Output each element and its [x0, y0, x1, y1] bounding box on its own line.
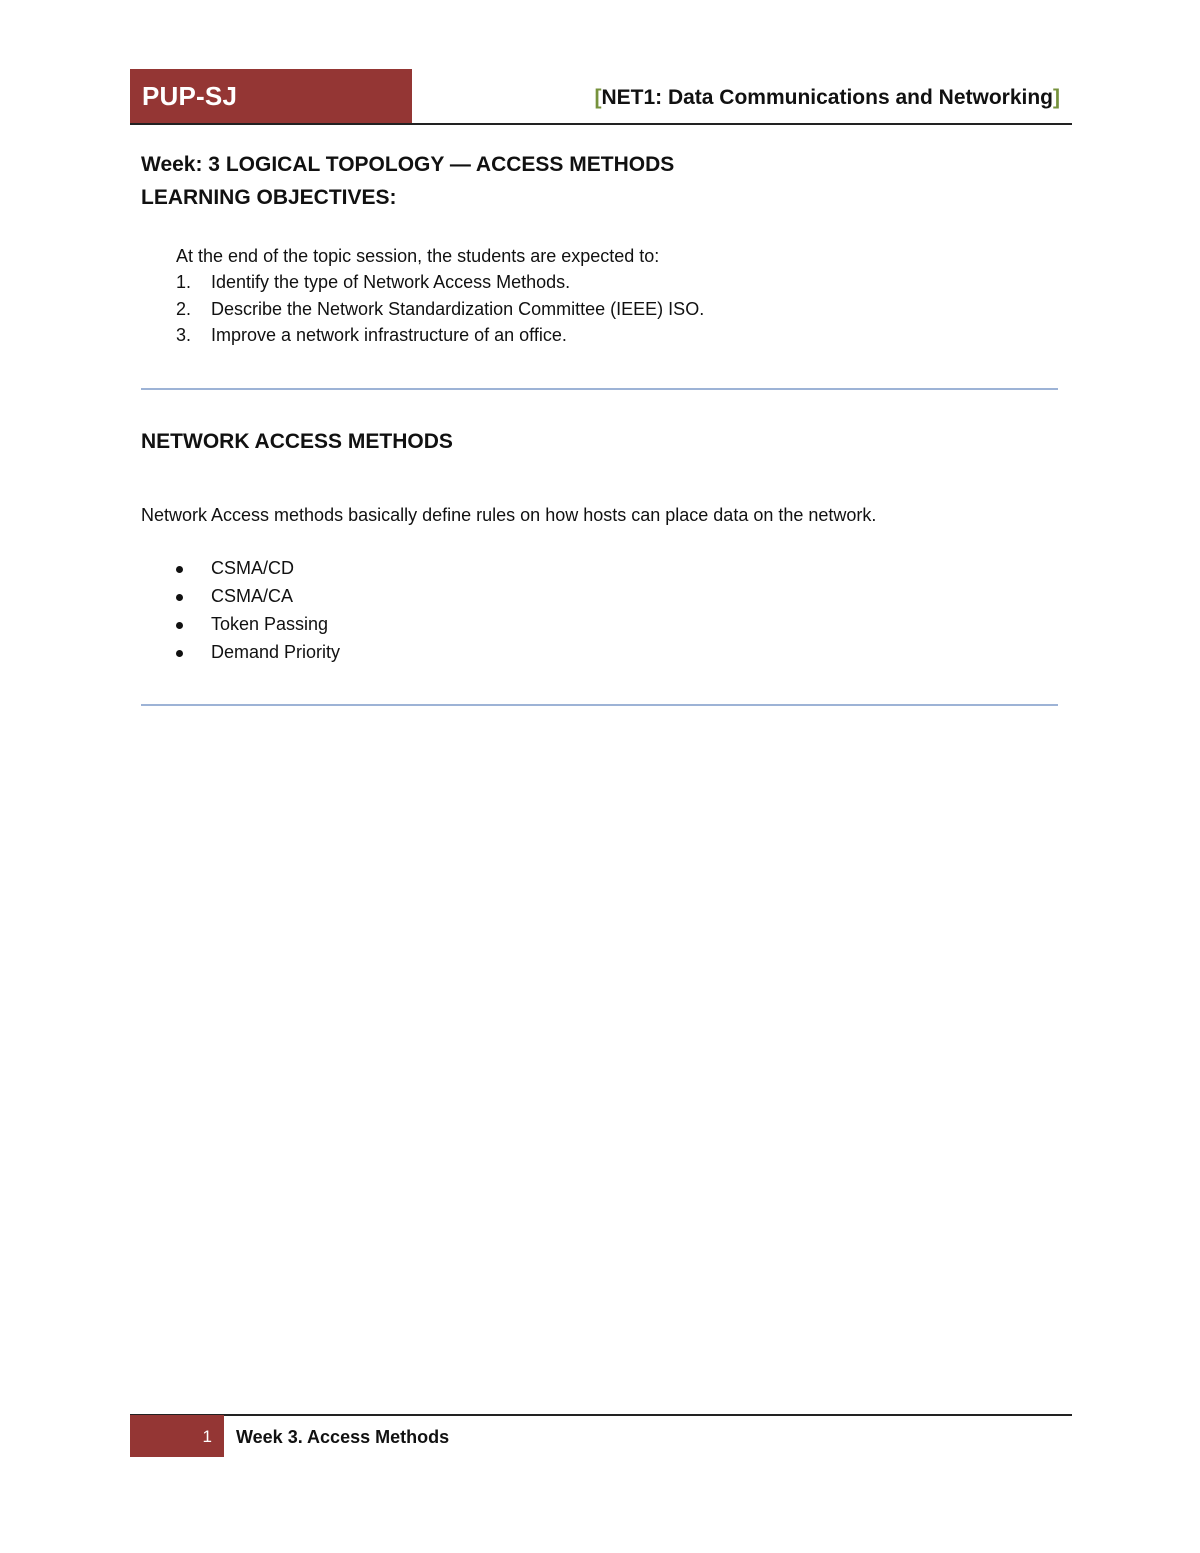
bullet-icon: [176, 594, 183, 601]
header-course-text: NET1: Data Communications and Networking: [601, 86, 1053, 109]
bullet-icon: [176, 650, 183, 657]
section-divider: [141, 704, 1058, 706]
week-title: Week: 3 LOGICAL TOPOLOGY — ACCESS METHODS: [141, 153, 675, 176]
objective-text: Describe the Network Standardization Committee (IEEE) ISO.: [211, 298, 705, 319]
objective-number: 2.: [176, 298, 192, 319]
objectives-intro: At the end of the topic session, the students are expected to:: [176, 246, 660, 266]
header-bracket-close: ]: [1053, 86, 1060, 109]
objective-number: 1.: [176, 272, 192, 292]
header-logo-block: [130, 69, 412, 124]
footer-page-block: [130, 1415, 224, 1457]
section-divider: [141, 388, 1058, 390]
objective-number: 3.: [176, 325, 192, 345]
objective-text: Improve a network infrastructure of an office.: [211, 325, 567, 345]
list-item-text: CSMA/CA: [211, 586, 294, 606]
header-rule: [130, 123, 1072, 125]
learning-objectives-heading: LEARNING OBJECTIVES:: [141, 186, 397, 209]
list-item-text: Token Passing: [211, 614, 329, 634]
header-logo-text: PUP-SJ: [142, 81, 238, 111]
page-number: 1: [202, 1427, 212, 1446]
bullet-icon: [176, 566, 183, 573]
objective-text: Identify the type of Network Access Methods.: [211, 272, 571, 292]
footer-title: Week 3. Access Methods: [236, 1427, 450, 1447]
footer-rule: [130, 1414, 1072, 1416]
header-bracket-open: [: [594, 86, 602, 109]
list-item-text: CSMA/CD: [211, 558, 295, 578]
bullet-icon: [176, 622, 183, 629]
list-item-text: Demand Priority: [211, 642, 341, 662]
section-title: NETWORK ACCESS METHODS: [141, 430, 453, 453]
header-course-title: [594, 86, 1060, 110]
section-paragraph: Network Access methods basically define rules on how hosts can place data on the network.: [141, 505, 877, 525]
